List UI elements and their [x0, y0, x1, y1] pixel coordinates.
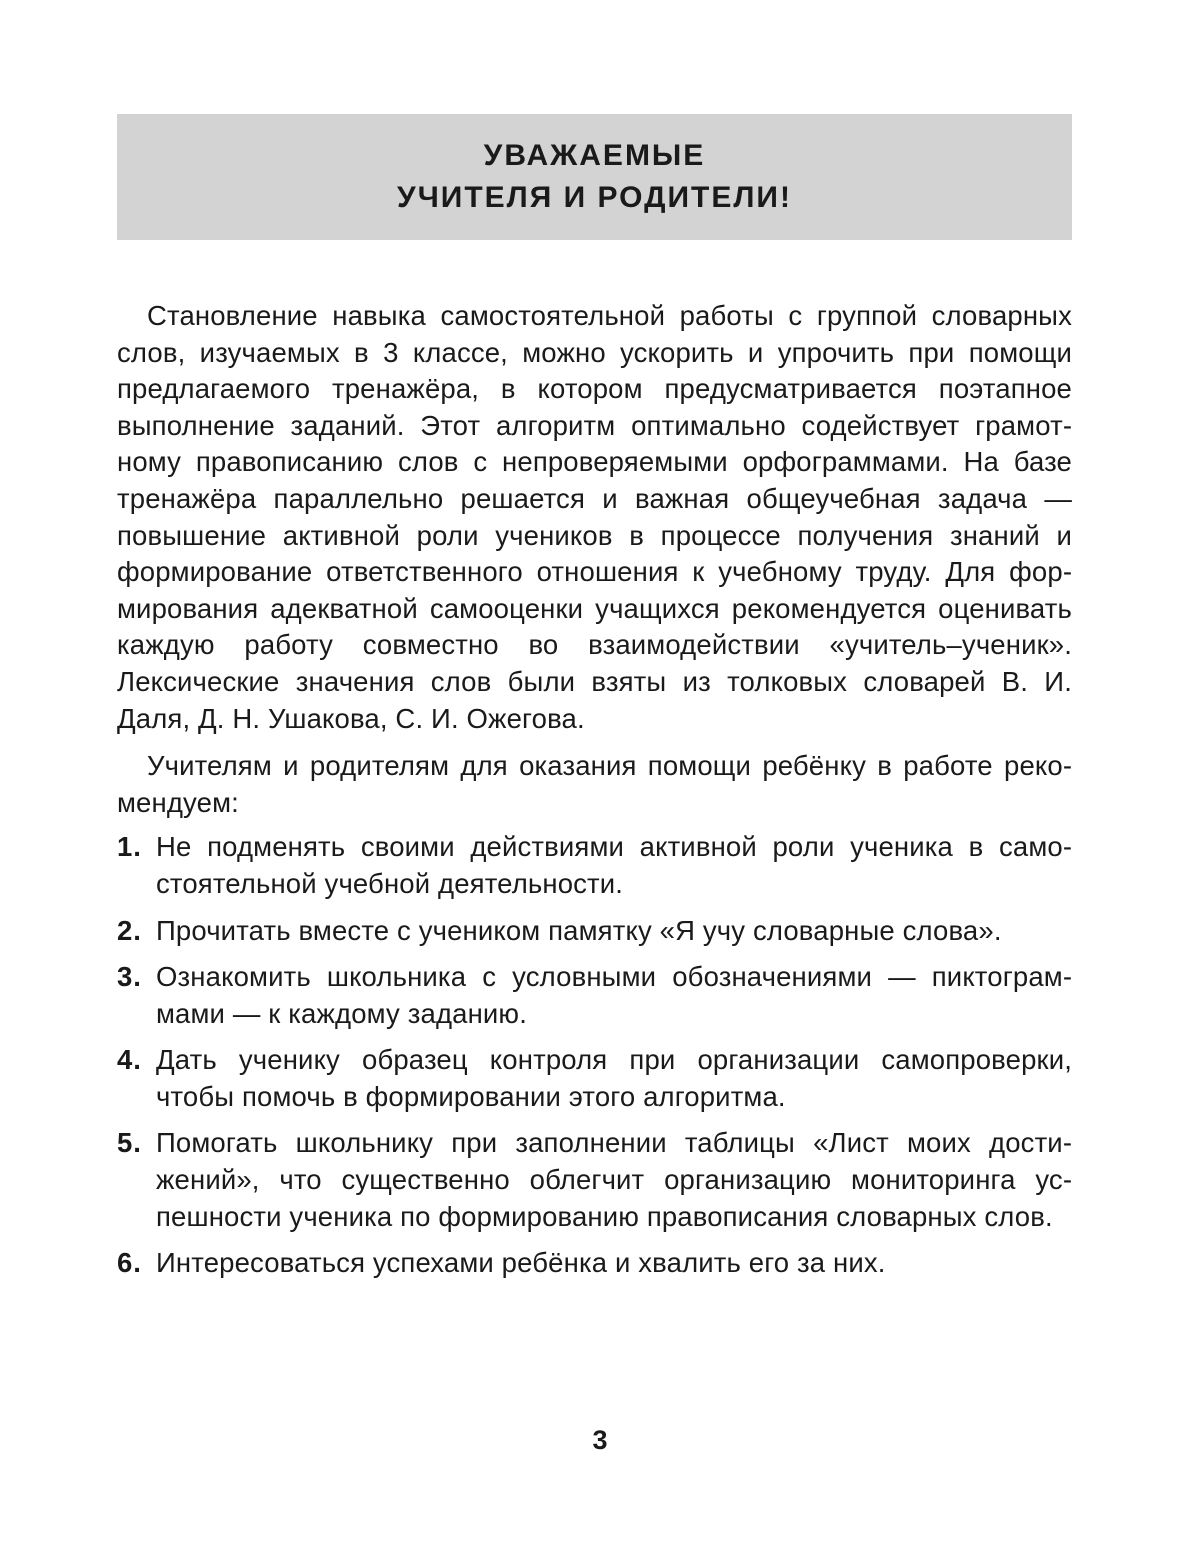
item-text: Помогать школьнику при заполнении таблицы «Лист моих достижений», что существенно облегчит организацию мониторинга успешности ученика по формированию правописания словарных слов. — [156, 1127, 1072, 1232]
title-line-2: УЧИТЕЛЯ И РОДИТЕЛИ! — [397, 181, 792, 214]
list-item — [117, 829, 1072, 902]
list-item — [117, 913, 1072, 950]
item-number: 5. — [117, 1127, 142, 1159]
item-number: 4. — [117, 1044, 142, 1076]
item-number: 1. — [117, 831, 142, 863]
item-text: Дать ученику образец контроля при организации самопроверки, чтобы помочь в формировании этого алгоритма. — [156, 1044, 1072, 1112]
recommendations-lead: Учителям и родителям для оказания помощи ребёнку в работе рекомендуем: — [117, 750, 1072, 818]
item-text: Не подменять своими действиями активной роли ученика в самостоятельной учебной деятельности. — [156, 831, 1072, 899]
recommendations-list — [117, 829, 1072, 1282]
list-item — [117, 1125, 1072, 1235]
page-content — [117, 298, 1072, 1292]
title-line-1: УВАЖАЕМЫЕ — [483, 139, 706, 172]
item-number: 6. — [117, 1247, 142, 1279]
intro-paragraph: Становление навыка самостоятельной работы с группой словарных слов, изучаемых в 3 классе, можно ускорить и упрочить при помощи предлагаемого тренажёра, в котором предусматривается поэтапное выполнение заданий. Этот алгоритм оптимально содействует грамотному правописанию слов с непроверяемыми орфограммами. На базе тренажёра параллельно решается и важная общеучебная задача — повышение активной роли учеников в процессе получения знаний и формирование ответственного отношения к учебному труду. Для формирования адекватной самооценки учащихся рекомендуется оценивать каждую работу совместно во взаимодействии «учитель–ученик». Лексические значения слов были взяты из толковых словарей В. И. Даля, Д. Н. Ушакова, С. И. Ожегова. — [117, 300, 1072, 734]
item-text: Прочитать вместе с учеником памятку «Я учу словарные слова». — [156, 914, 1002, 946]
item-number: 3. — [117, 961, 142, 993]
list-item — [117, 1245, 1072, 1282]
item-number: 2. — [117, 914, 142, 946]
item-text: Интересоваться успехами ребёнка и хвалить его за них. — [156, 1247, 886, 1279]
page-number: 3 — [592, 1425, 608, 1455]
item-text: Ознакомить школьника с условными обозначениями — пиктограммами — к каждому заданию. — [156, 961, 1072, 1029]
list-item — [117, 1042, 1072, 1115]
title-banner — [117, 114, 1072, 240]
list-item — [117, 959, 1072, 1032]
